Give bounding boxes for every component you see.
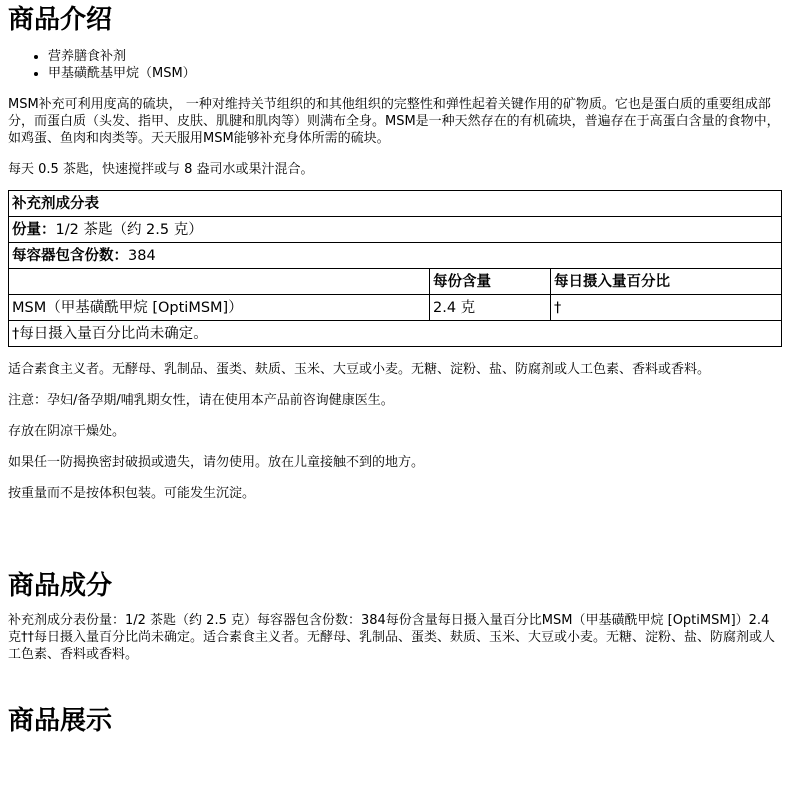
servings-per-container-cell	[9, 243, 782, 269]
list-item: • 甲基磺酰基甲烷（MSM）	[48, 65, 782, 82]
table-row	[9, 321, 782, 347]
seal-note: 如果任一防揭换密封破损或遗失，请勿使用。放在儿童接触不到的地方。	[8, 455, 425, 470]
intro-heading: 商品介绍	[8, 5, 113, 35]
daily-value-header: 每日摄入量百分比	[551, 269, 782, 295]
list-item: • 营养膳食补剂	[48, 48, 782, 65]
ingredients-text: 补充剂成分表份量：1/2 茶匙（约 2.5 克）每容器包含份数：384每份含量每日摄入量百分比MSM（甲基磺酰甲烷 [OptiMSM]）2.4 克††每日摄入量百分比尚未确定。适合素食主义者。无酵母、乳制品、蛋类、麸质、玉米、大豆或小麦。无糖、淀粉、盐、防腐剂或人工色素、香料或香料。	[8, 613, 776, 662]
table-row	[9, 191, 782, 217]
storage-note: 存放在阴凉干燥处。	[8, 424, 126, 439]
display-heading: 商品展示	[8, 706, 113, 736]
warning-note: 注意：孕妇/备孕期/哺乳期女性，请在使用本产品前咨询健康医生。	[8, 393, 394, 408]
feature-list	[8, 48, 782, 82]
servings-per-container-label: 每容器包含份数：	[12, 247, 128, 264]
serving-size-value: 1/2 茶匙（约 2.5 克）	[55, 221, 203, 238]
table-row	[9, 243, 782, 269]
facts-footnote: †每日摄入量百分比尚未确定。	[9, 321, 782, 347]
amount-per-serving-header: 每份含量	[430, 269, 551, 295]
table-header-row	[9, 269, 782, 295]
ingredient-dv-cell: †	[551, 295, 782, 321]
product-description: MSM补充可利用度高的硫块， 一种对维持关节组织的和其他组织的完整性和弹性起着关键作用的矿物质。它也是蛋白质的重要组成部分，而蛋白质（头发、指甲、皮肤、肌腱和肌肉等）则满布全身。MSM是一种天然存在的有机硫块，普遍存在于高蛋白含量的食物中，如鸡蛋、鱼肉和肉类等。天天服用MSM能够补充身体所需的硫块。	[8, 97, 780, 146]
facts-title: 补充剂成分表	[9, 191, 782, 217]
servings-per-container-value: 384	[128, 247, 156, 264]
supplement-facts-table	[8, 190, 782, 347]
diet-note: 适合素食主义者。无酵母、乳制品、蛋类、麸质、玉米、大豆或小麦。无糖、淀粉、盐、防腐剂或人工色素、香料或香料。	[8, 362, 711, 377]
serving-size-cell	[9, 217, 782, 243]
ingredients-heading: 商品成分	[8, 571, 113, 601]
table-row	[9, 295, 782, 321]
table-row	[9, 217, 782, 243]
ingredient-amount-cell: 2.4 克	[430, 295, 551, 321]
ingredient-name-cell: MSM（甲基磺酰甲烷 [OptiMSM]）	[9, 295, 430, 321]
packaging-note: 按重量而不是按体积包装。可能发生沉淀。	[8, 486, 256, 501]
empty-header-cell	[9, 269, 430, 295]
usage-instructions: 每天 0.5 茶匙，快速搅拌或与 8 盎司水或果汁混合。	[8, 162, 314, 177]
serving-size-label: 份量：	[12, 221, 56, 238]
